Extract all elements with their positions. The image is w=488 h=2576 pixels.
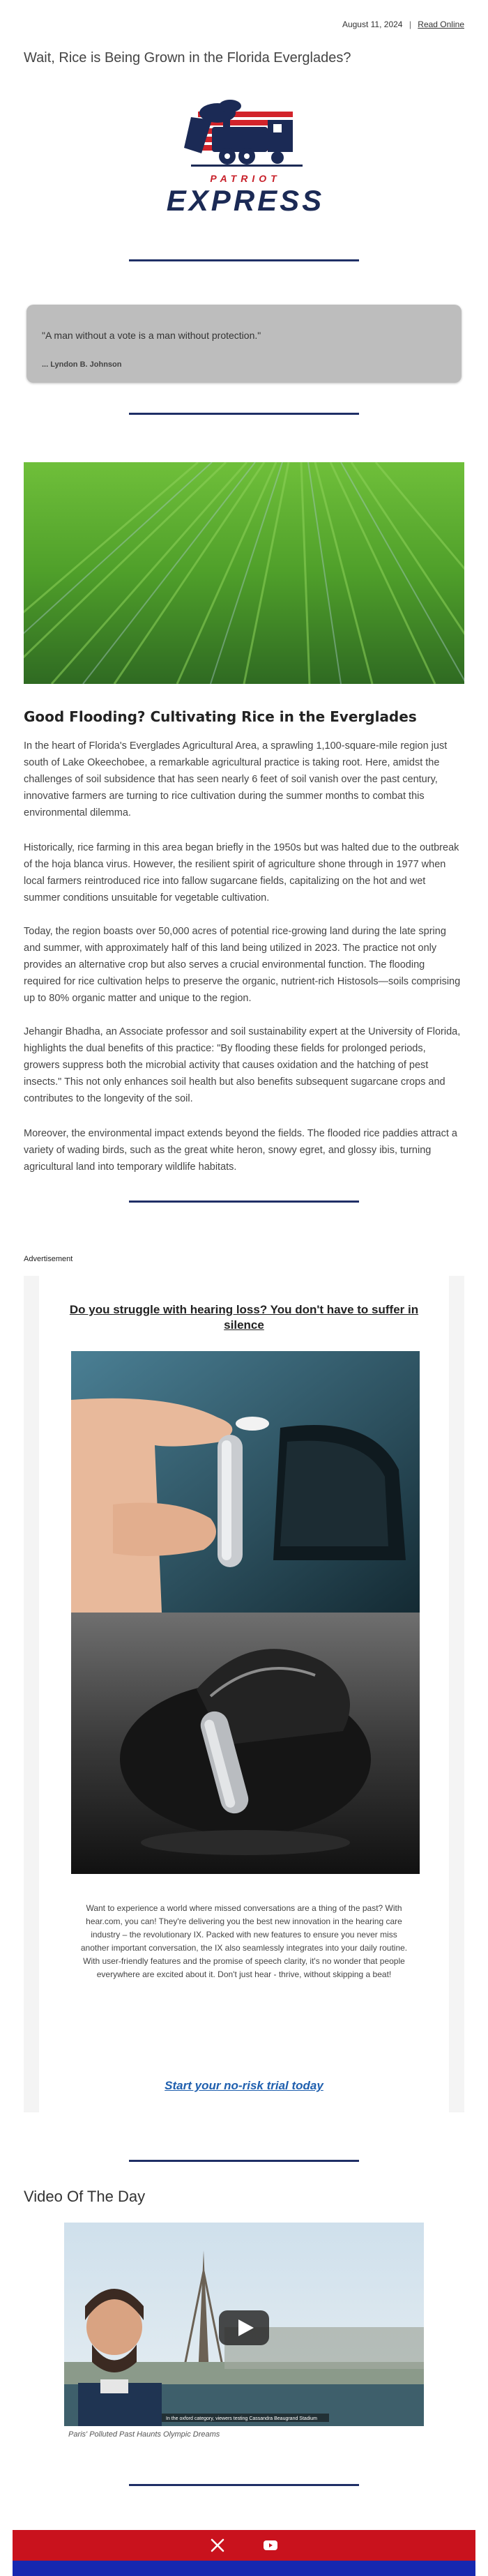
youtube-icon[interactable]	[263, 2538, 278, 2553]
hearing-aid-photo	[71, 1351, 420, 1613]
advertisement-label: Advertisement	[24, 1255, 73, 1263]
read-online-link[interactable]: Read Online	[418, 20, 464, 29]
quote-author: ... Lyndon B. Johnson	[42, 360, 122, 369]
ad-headline-link[interactable]: Do you struggle with hearing loss? You don't have to suffer in silence	[69, 1303, 419, 1332]
separator: |	[409, 20, 411, 29]
video-overlay-text: In the oxford category, viewers testing Cassandra Beaugrand Stadium	[166, 2416, 317, 2421]
article-paragraph: In the heart of Florida's Everglades Agricultural Area, a sprawling 1,100-square-mile region just south of Lake Okeechobee, a remarkable agricultural practice is taking root. Here, amidst the challenges of soil subsidence that has seen nearly 6 feet of soil vanish over the past century, innovative farmers are turning to rice cultivation during the summer months to combat this environmental dilemma.	[24, 740, 448, 818]
article-paragraph: Historically, rice farming in this area began briefly in the 1950s but was halted due to the outbreak of the hoja blanca virus. However, the resilient spirit of agriculture shone through in 1977 when local farmers reintroduced rice into fallow sugarcane fields, capitalizing on the hot and wet summer conditions unsuitable for vegetable cultivation.	[24, 842, 459, 904]
video-thumbnail[interactable]	[64, 2223, 424, 2426]
hearing-aid-hand-image[interactable]	[71, 1351, 420, 1613]
ad-body-text: Want to experience a world where missed conversations are a thing of the past? With hear.com, you can! They're delivering you the best new innovation in the hearing care industry – the revolutionary IX. Packed with new features to ensure you never miss another important conversation, the IX also seamlessly integrates into your daily routine. With user-friendly features and the promise of speech clarity, it's no wonder that people everywhere are excited about it. Don't just hear - thrive, without skipping a beat!	[80, 1903, 408, 1979]
rice-field-image	[24, 462, 464, 684]
divider	[129, 2160, 359, 2162]
hearing-aid-case-photo	[71, 1613, 420, 1874]
patriot-express-logo	[163, 99, 328, 227]
logo-top-text: PATRIOT	[210, 173, 281, 184]
x-icon[interactable]	[210, 2538, 225, 2553]
train-flag-icon	[163, 99, 328, 176]
video-section-title: Video Of The Day	[24, 2188, 146, 2205]
video-caption: Paris' Polluted Past Haunts Olympic Dreams	[68, 2430, 220, 2439]
article-paragraph: Today, the region boasts over 50,000 acres of potential rice-growing land during the late spring and summer, with approximately half of this land being utilized in 2023. The practice not only provides an alternative crop but also serves a crucial environmental function. The flooding required for rice cultivation helps to preserve the organic, nutrient-rich Histosols—soils comprising up to 80% organic matter and unique to the region.	[24, 926, 461, 1004]
email-subject: Wait, Rice is Being Grown in the Florida Everglades?	[24, 50, 351, 66]
divider	[129, 2484, 359, 2486]
footer-social-bar	[13, 2530, 475, 2561]
article-paragraph: Moreover, the environmental impact extends beyond the fields. The flooded rice paddies attract a variety of wading birds, such as the great white heron, snowy egret, and glossy ibis, turning agricultural land into temporary wildlife habitats.	[24, 1128, 457, 1173]
divider	[129, 413, 359, 415]
advertisement-box	[24, 1276, 464, 2112]
hearing-aid-case-image[interactable]	[71, 1613, 420, 1874]
divider	[129, 259, 359, 261]
article-paragraph: Jehangir Bhadha, an Associate professor and soil sustainability expert at the University of Florida, highlights the dual benefits of this practice: "By flooding these fields for prolonged periods, growers suppress both the microbial activity that causes oxidation and the hatching of pest insects." This not only enhances soil health but also benefits subsequent sugarcane crops and contributes to the longevity of the soil.	[24, 1026, 461, 1104]
video-frame	[64, 2223, 424, 2426]
divider	[129, 1201, 359, 1203]
quote-text: "A man without a vote is a man without protection."	[42, 330, 261, 341]
article-title: Good Flooding? Cultivating Rice in the Everglades	[24, 708, 417, 725]
footer-bottom-bar	[13, 2561, 475, 2576]
top-bar	[342, 20, 464, 29]
ad-cta-link[interactable]: Start your no-risk trial today	[165, 2079, 323, 2092]
advertisement-content	[39, 1276, 449, 2112]
quote-box	[26, 305, 462, 383]
logo-main-text: EXPRESS	[166, 184, 325, 217]
issue-date: August 11, 2024	[342, 20, 403, 29]
rice-field-graphic	[24, 462, 464, 684]
